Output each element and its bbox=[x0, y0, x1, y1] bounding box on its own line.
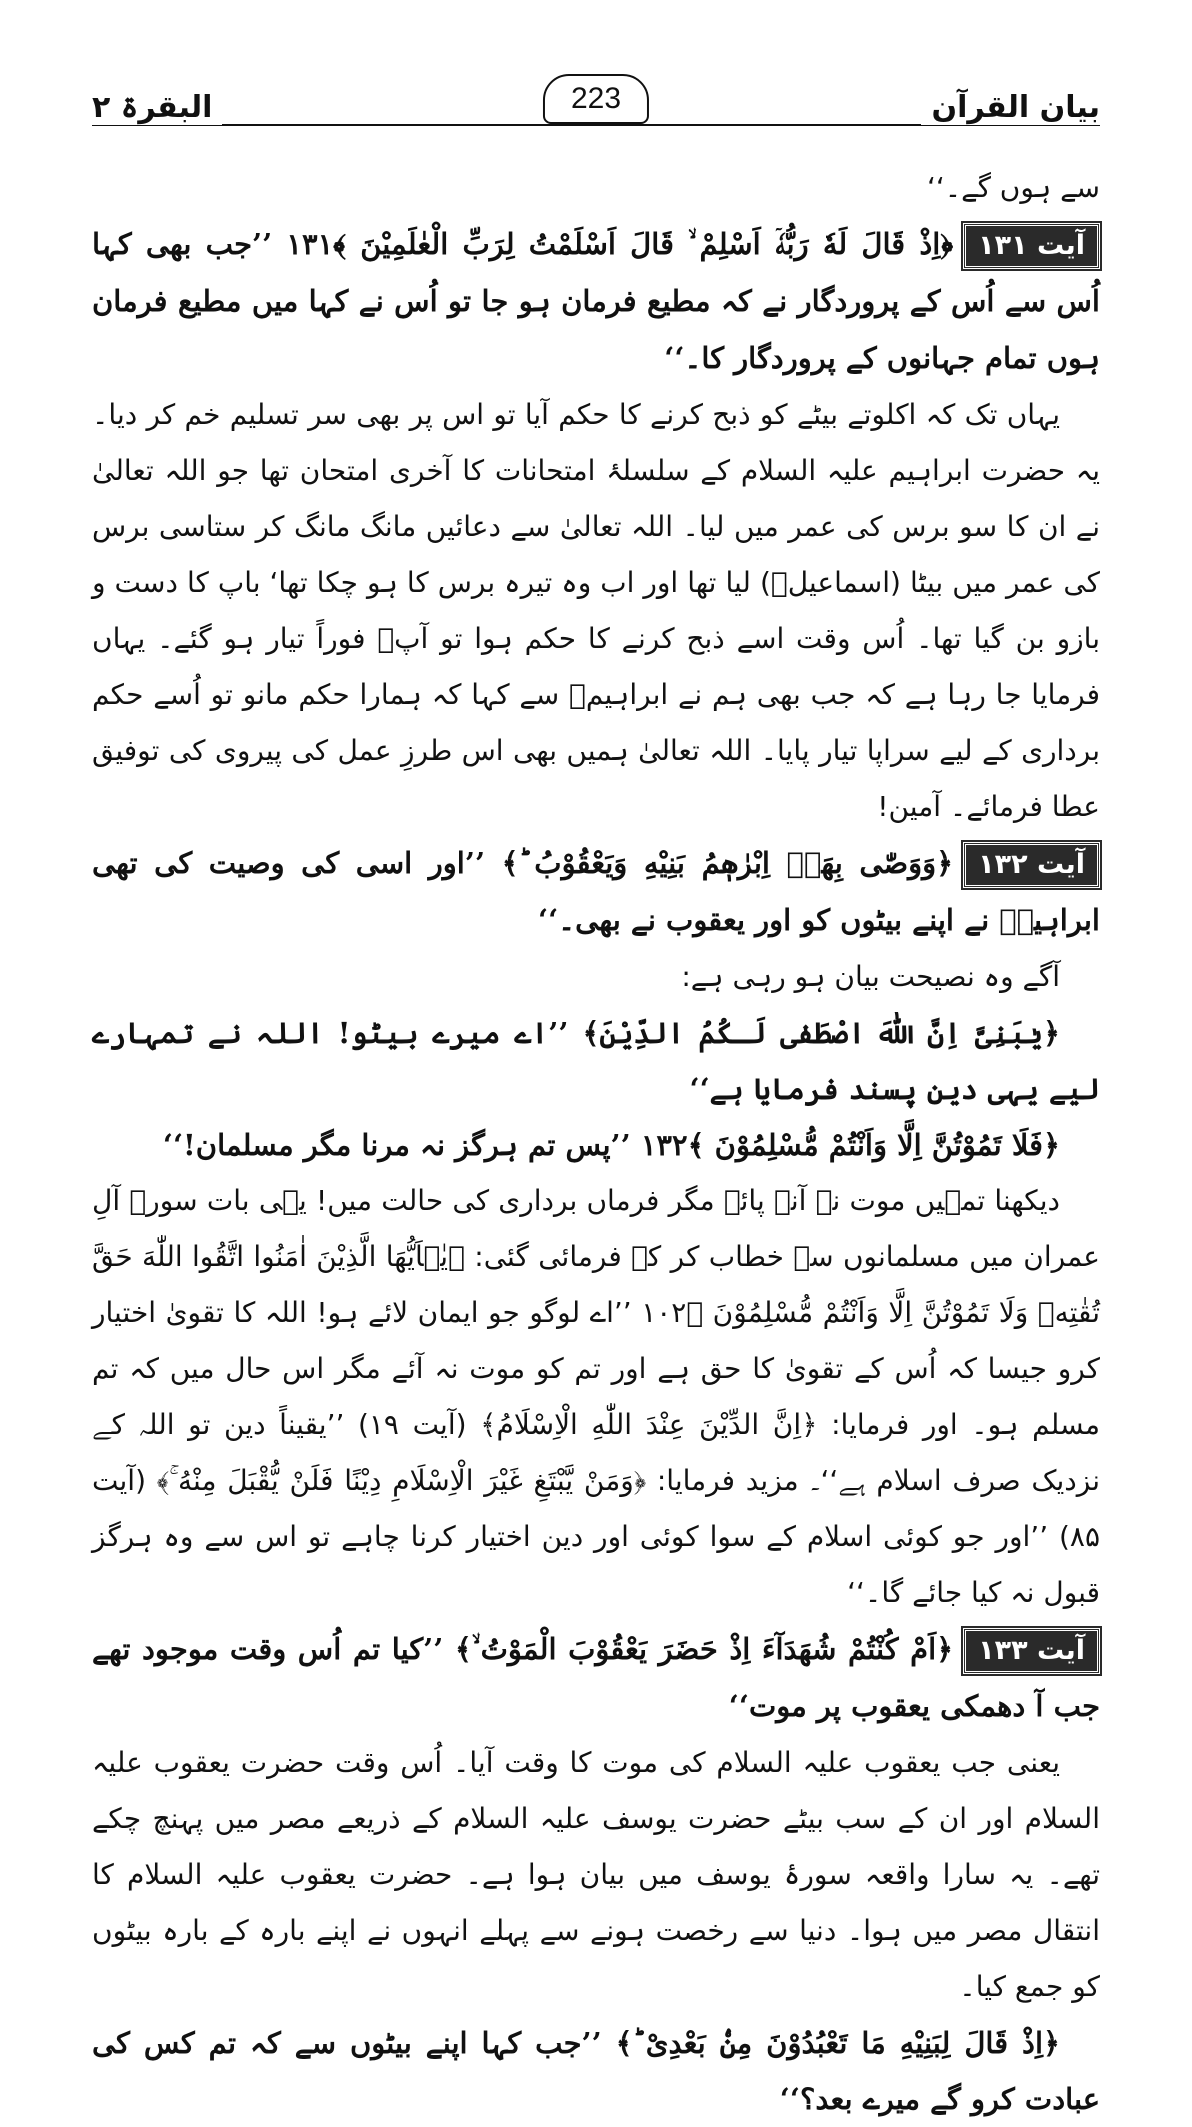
ayah-132-block bbox=[92, 835, 1100, 949]
paragraph: یعنی جب یعقوب علیہ السلام کی موت کا وقت آیا۔ اُس وقت حضرت یعقوب علیہ السلام اور ان کے سب بیٹے حضرت یوسف علیہ السلام کے ذریعے مصر میں پہنچ چکے تھے۔ یہ سارا واقعہ سورۂ یوسف میں بیان ہوا ہے۔ حضرت یعقوب علیہ السلام کا انتقال مصر میں ہوا۔ دنیا سے رخصت ہونے سے پہلے انہوں نے اپنے بارہ کے بارہ بیٹوں کو جمع کیا۔ bbox=[92, 1746, 1100, 2003]
quote: ﴿فَلَا تَمُوْتُنَّ اِلَّا وَاَنْتُمْ مُّسْلِمُوْنَ ﴾۱۳۲ ’’پس تم ہرگز نہ مرنا مگر مسلمان!‘‘ bbox=[162, 1128, 1060, 1162]
ayah-132-text: ﴿وَوَصّٰى بِهَاۤ اِبْرٰهٖمُ بَنِيْهِ وَيَعْقُوْبُ ؕ﴾ ’’اور اسی کی وصیت کی تھی ابراہیمؑ نے اپنے بیٹوں کو اور یعقوب نے بھی۔‘‘ bbox=[92, 846, 1100, 937]
ayah-132-badge: آیت ۱۳۲ bbox=[963, 842, 1100, 888]
paragraph: دیکھنا تمہیں موت نہ آنے پائے مگر فرماں برداری کی حالت میں! یہی بات سورۂ آلِ عمران میں مسلمانوں سے خطاب کر کے فرمائی گئی: ﴿يٰۤاَيُّهَا الَّذِيْنَ اٰمَنُوا اتَّقُوا اللّٰهَ حَقَّ تُقٰتِهٖ وَلَا تَمُوْتُنَّ اِلَّا وَاَنْتُمْ مُّسْلِمُوْنَ ﴾۱۰۲ ’’اے لوگو جو ایمان لائے ہو! اللہ کا تقویٰ اختیار کرو جیسا کہ اُس کے تقویٰ کا حق ہے اور تم کو موت نہ آئے مگر اس حال میں کہ تم مسلم ہو۔ اور فرمایا: ﴿اِنَّ الدِّيْنَ عِنْدَ اللّٰهِ الْاِسْلَامُ﴾ (آیت ۱۹) ’’یقیناً دین تو اللہ کے نزدیک صرف اسلام ہے‘‘۔ مزید فرمایا: ﴿وَمَنْ يَّبْتَغِ غَيْرَ الْاِسْلَامِ دِيْنًا فَلَنْ يُّقْبَلَ مِنْهُ ۚ﴾ (آیت ۸۵) ’’اور جو کوئی اسلام کے سوا کوئی اور دین اختیار کرنا چاہے تو اس سے وہ ہرگز قبول نہ کیا جائے گا۔‘‘ bbox=[92, 1184, 1100, 1609]
quote: ﴿يٰبَنِىَّ اِنَّ اللّٰهَ اصْطَفٰى لَـكُمُ الدِّيْنَ﴾ ’’اے میرے بیٹو! اللہ نے تمہارے لیے یہی دین پسند فرمایا ہے‘‘ bbox=[92, 1016, 1100, 1106]
ayah-133-text: ﴿اَمْ كُنْتُمْ شُهَدَآءَ اِذْ حَضَرَ يَعْقُوْبَ الْمَوْتُ ۙ﴾ ’’کیا تم اُس وقت موجود تھے جب آ دھمکی یعقوب پر موت‘‘ bbox=[92, 1632, 1100, 1723]
ayah-133-block bbox=[92, 1621, 1100, 1735]
page-body bbox=[92, 160, 1100, 2127]
ayah-131-text: ﴿اِذْ قَالَ لَهٗ رَبُّهٗۤ اَسْلِمْ ۙ قَالَ اَسْلَمْتُ لِرَبِّ الْعٰلَمِيْنَ ﴾۱۳۱ ’’جب بھی کہا اُس سے اُس کے پروردگار نے کہ مطیع فرمان ہو جا تو اُس نے کہا میں مطیع فرمان ہوں تمام جہانوں کے پروردگار کا۔‘‘ bbox=[92, 227, 1100, 375]
ayah-133-badge: آیت ۱۳۳ bbox=[963, 1628, 1100, 1674]
ayah-131-block bbox=[92, 216, 1100, 387]
page-header bbox=[92, 82, 1100, 136]
ayah-131-badge: آیت ۱۳۱ bbox=[963, 223, 1100, 269]
page-number: 223 bbox=[543, 74, 649, 124]
paragraph: آگے وہ نصیحت بیان ہو رہی ہے: bbox=[681, 960, 1060, 993]
quote: ﴿اِذْ قَالَ لِبَنِيْهِ مَا تَعْبُدُوْنَ مِنْۢ بَعْدِىْ ؕ﴾ ’’جب کہا اپنے بیٹوں سے کہ تم کس کی عبادت کرو گے میرے بعد؟‘‘ bbox=[92, 2026, 1100, 2116]
surah-name: البقرۃ ٢ bbox=[92, 90, 222, 125]
book-title: بیان القرآن bbox=[921, 90, 1100, 125]
paragraph: یہاں تک کہ اکلوتے بیٹے کو ذبح کرنے کا حکم آیا تو اس پر بھی سر تسلیم خم کر دیا۔ یہ حضرت ابراہیم علیہ السلام کے سلسلۂ امتحانات کا آخری امتحان تھا جو اللہ تعالیٰ نے ان کا سو برس کی عمر میں لیا۔ اللہ تعالیٰ سے دعائیں مانگ مانگ کر ستاسی برس کی عمر میں بیٹا (اسماعیلؑ) لیا تھا اور اب وہ تیرہ برس کا ہو چکا تھا‘ باپ کا دست و بازو بن گیا تھا۔ اُس وقت اسے ذبح کرنے کا حکم ہوا تو آپؑ فوراً تیار ہو گئے۔ یہاں فرمایا جا رہا ہے کہ جب بھی ہم نے ابراہیمؑ سے کہا کہ ہمارا حکم مانو تو اُسے حکم برداری کے لیے سراپا تیار پایا۔ اللہ تعالیٰ ہمیں بھی اس طرزِ عمل کی پیروی کی توفیق عطا فرمائے۔ آمین! bbox=[92, 398, 1100, 823]
paragraph: سے ہوں گے۔‘‘ bbox=[926, 171, 1100, 204]
